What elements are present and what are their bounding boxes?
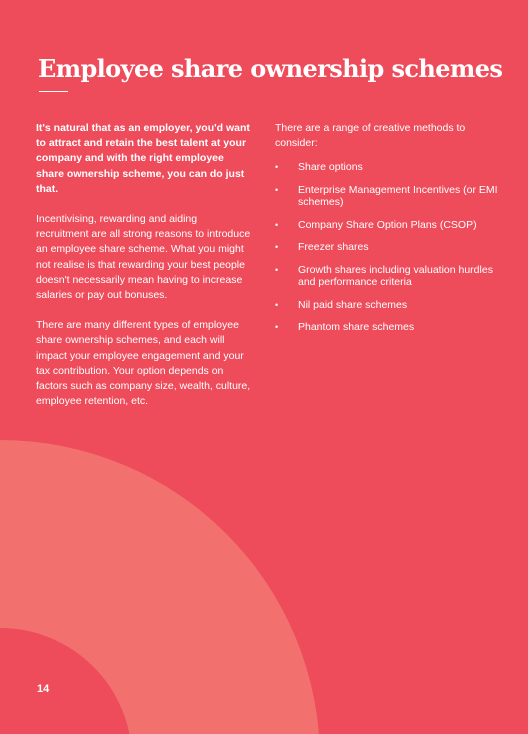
bullet-icon: • — [275, 264, 279, 275]
title-underline — [39, 91, 68, 92]
body-paragraph-1: Incentivising, rewarding and aiding recruitment are all strong reasons to introduce an employee share scheme. What you might not realise is that rewarding your best people doesn't necessarily mean having to increase salaries or pay out bonuses. — [36, 213, 251, 302]
bullet-icon: • — [275, 184, 279, 195]
list-item-text: Growth shares including valuation hurdles and performance criteria — [298, 263, 493, 288]
methods-list — [275, 161, 503, 334]
list-item — [275, 264, 503, 289]
list-item-text: Enterprise Management Incentives (or EMI schemes) — [298, 183, 498, 208]
list-item-text: Nil paid share schemes — [298, 298, 408, 311]
list-item — [275, 161, 503, 174]
bullet-icon: • — [275, 322, 279, 332]
list-item — [275, 219, 503, 232]
list-item — [275, 241, 503, 254]
list-item-text: Freezer shares — [298, 241, 369, 253]
bullet-icon: • — [275, 219, 279, 230]
bullet-icon: • — [275, 242, 279, 252]
bullet-icon: • — [275, 162, 279, 172]
list-item — [275, 321, 503, 334]
lead-paragraph: It's natural that as an employer, you'd want to attract and retain the best talent at your company and with the right employee share ownership scheme, you can do just that. — [36, 122, 250, 195]
list-item-text: Company Share Option Plans (CSOP) — [298, 218, 477, 231]
page-title: Employee share ownership schemes — [38, 54, 503, 83]
list-item — [275, 184, 503, 209]
body-paragraph-2: There are many different types of employee share ownership schemes, and each will impact your employee engagement and your tax contribution. Your option depends on factors such as company size, wealth, culture, employee retention, etc. — [36, 319, 251, 408]
page-number: 14 — [37, 683, 50, 695]
list-item-text: Phantom share schemes — [298, 321, 415, 333]
bullet-icon: • — [275, 299, 279, 310]
methods-intro: There are a range of creative methods to consider: — [275, 122, 466, 149]
right-column — [275, 121, 503, 344]
list-item-text: Share options — [298, 161, 363, 173]
list-item — [275, 299, 503, 312]
left-column — [36, 121, 252, 424]
